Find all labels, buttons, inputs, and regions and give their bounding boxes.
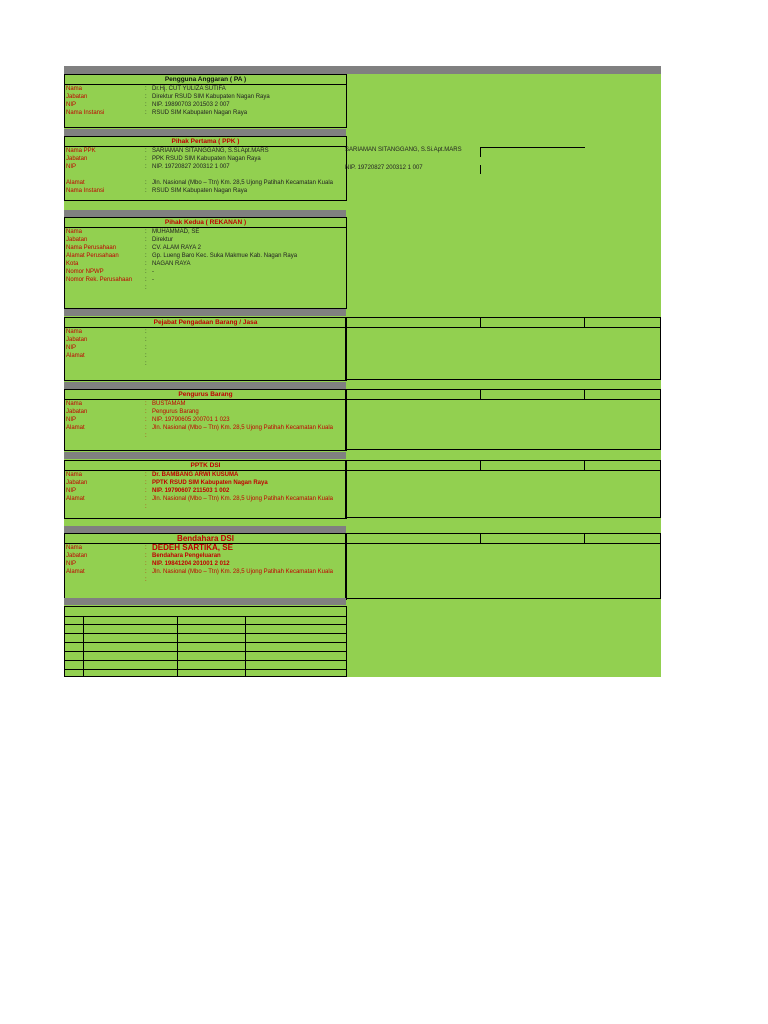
field-row: [65, 268, 346, 276]
section-divider-bar: [64, 309, 346, 316]
ppk-side-name: SARIAMAN SITANGGANG, S.Si.Apt.MARS: [345, 147, 462, 153]
field-label: Jabatan: [66, 553, 88, 559]
field-label: Alamat: [66, 353, 85, 359]
field-colon: :: [145, 353, 147, 359]
field-value: NAGAN RAYA: [152, 261, 191, 267]
field-label: Alamat Perusahaan: [66, 253, 119, 259]
field-colon: :: [145, 409, 147, 415]
field-label: Jabatan: [66, 156, 88, 162]
field-value: NIP. 19890703 201503 2 007: [152, 102, 230, 108]
field-row: [65, 568, 346, 576]
field-row: [65, 487, 346, 495]
section-rows: [65, 228, 346, 292]
field-row: [65, 400, 346, 408]
field-row: [65, 328, 346, 336]
field-row: [65, 576, 346, 584]
field-row: [65, 147, 346, 155]
field-colon: :: [145, 164, 147, 170]
section-pejabat: [64, 317, 347, 381]
field-colon: :: [145, 285, 147, 291]
field-label: NIP: [66, 164, 77, 170]
cell-border: [480, 148, 481, 157]
field-row: [65, 171, 346, 179]
field-colon: :: [145, 561, 147, 567]
field-colon: :: [145, 188, 147, 194]
field-colon: :: [145, 401, 147, 407]
field-value: Gp. Lueng Baro Kec. Suka Makmue Kab. Nagan Raya: [152, 253, 298, 259]
field-colon: :: [145, 425, 147, 431]
field-row: [65, 163, 346, 171]
section-title: PPTK DSI: [65, 461, 346, 471]
field-row: [65, 552, 346, 560]
field-colon: :: [145, 337, 147, 343]
field-colon: :: [145, 94, 147, 100]
field-row: [65, 93, 346, 101]
field-value: PPK RSUD SIM Kabupaten Nagan Raya: [152, 156, 261, 162]
field-row: [65, 479, 346, 487]
field-value: Jln. Nasional (Mbo – Ttn) Km. 28,5 Ujong Patihah Kecamatan Kuala: [152, 569, 333, 575]
field-colon: :: [145, 433, 147, 439]
field-value: Pengurus Barang: [152, 409, 199, 415]
field-label: Jabatan: [66, 337, 88, 343]
field-label: Kota: [66, 261, 79, 267]
field-label: Alamat: [66, 496, 85, 502]
field-label: Nama Instansi: [66, 188, 105, 194]
section-ppk: [64, 136, 347, 201]
field-colon: :: [145, 156, 147, 162]
field-colon: :: [145, 569, 147, 575]
ppk-side-nip: NIP. 19720827 200312 1 007: [345, 165, 423, 171]
field-row: [65, 432, 346, 440]
field-row: [65, 276, 346, 284]
field-colon: :: [145, 102, 147, 108]
section-title: Pejabat Pengadaan Barang / Jasa: [65, 318, 346, 328]
field-colon: :: [145, 229, 147, 235]
field-value: NIP. 19790605 200701 1 023: [152, 417, 230, 423]
section-pptk: [64, 460, 347, 519]
section-divider-bar: [64, 598, 346, 605]
field-label: Jabatan: [66, 94, 88, 100]
field-row: [65, 155, 346, 163]
section-divider-bar: [64, 452, 346, 459]
section-rows: [65, 471, 346, 511]
field-colon: :: [145, 245, 147, 251]
section-divider-bar: [64, 210, 346, 217]
field-value: -: [152, 269, 154, 275]
cell-border: [177, 616, 178, 676]
field-label: NIP: [66, 345, 77, 351]
field-row: [65, 344, 346, 352]
section-rows: [65, 400, 346, 440]
field-value: SARIAMAN SITANGGANG, S.Si.Apt.MARS: [152, 148, 269, 154]
field-label: Nama: [66, 545, 83, 551]
field-row: [65, 101, 346, 109]
field-label: NIP: [66, 417, 77, 423]
right-content-cell: [345, 470, 661, 518]
field-row: [65, 471, 346, 479]
cell-border: [65, 651, 346, 652]
field-row: [65, 187, 346, 195]
section-rows: [65, 328, 346, 368]
field-value: MUHAMMAD, SE: [152, 229, 200, 235]
field-row: [65, 560, 346, 568]
field-value: Direktur: [152, 237, 174, 243]
field-colon: :: [145, 345, 147, 351]
field-value: DEDEH SARTIKA, SE: [152, 543, 233, 552]
field-row: [65, 85, 346, 93]
section-title: Pihak Pertama ( PPK ): [65, 137, 346, 147]
spreadsheet-sheet: [64, 66, 661, 677]
cell-border: [65, 660, 346, 661]
field-label: Nama: [66, 229, 83, 235]
field-value: Jln. Nasional (Mbo – Ttn) Km. 28,5 Ujong Patihah Kecamatan Kuala: [152, 180, 333, 186]
field-value: NIP. 19841204 201001 2 012: [152, 561, 230, 567]
field-colon: :: [145, 417, 147, 423]
section-title: Pengguna Anggaran ( PA ): [65, 75, 346, 85]
field-value: NIP. 19720827 200312 1 007: [152, 164, 230, 170]
section-divider-bar: [64, 382, 346, 389]
field-row: [65, 260, 346, 268]
cell-border: [245, 616, 246, 676]
section-pengurus: [64, 389, 347, 451]
field-label: Alamat: [66, 569, 85, 575]
field-colon: :: [145, 545, 147, 551]
section-rows: [65, 85, 346, 117]
field-colon: :: [145, 180, 147, 186]
field-label: Jabatan: [66, 409, 88, 415]
field-value: RSUD SIM Kabupaten Nagan Raya: [152, 110, 248, 116]
field-colon: :: [145, 577, 147, 583]
field-label: NIP: [66, 561, 77, 567]
section-divider-bar: [64, 526, 346, 533]
field-colon: :: [145, 237, 147, 243]
field-colon: :: [145, 488, 147, 494]
field-row: [65, 495, 346, 503]
field-row: [65, 424, 346, 432]
field-row: [65, 503, 346, 511]
field-label: Nomor NPWP: [66, 269, 104, 275]
section-divider-bar: [64, 129, 346, 136]
field-value: BUSTAMAM: [152, 401, 186, 407]
section-rekanan: [64, 217, 347, 309]
field-colon: :: [145, 361, 147, 367]
field-label: NIP: [66, 102, 77, 108]
field-colon: :: [145, 86, 147, 92]
field-row: [65, 228, 346, 236]
field-colon: :: [145, 110, 147, 116]
field-colon: :: [145, 504, 147, 510]
field-colon: :: [145, 261, 147, 267]
field-colon: :: [145, 553, 147, 559]
field-label: Nama Instansi: [66, 110, 105, 116]
right-content-cell: [345, 399, 661, 450]
section-rows: [65, 544, 346, 584]
right-content-cell: [345, 327, 661, 380]
field-colon: :: [145, 253, 147, 259]
field-colon: :: [145, 480, 147, 486]
field-row: [65, 244, 346, 252]
section-bendahara: [64, 533, 347, 600]
field-colon: :: [145, 329, 147, 335]
section-title: Bendahara DSI: [65, 534, 346, 544]
cell-border: [65, 624, 346, 625]
field-label: Alamat: [66, 425, 85, 431]
cell-border: [65, 642, 346, 643]
field-row: [65, 416, 346, 424]
cell-border: [480, 147, 585, 148]
field-label: Nama: [66, 472, 83, 478]
field-colon: :: [145, 277, 147, 283]
field-row: [65, 352, 346, 360]
section-title: Pihak Kedua ( REKANAN ): [65, 218, 346, 228]
cell-border: [83, 616, 84, 676]
field-colon: :: [145, 269, 147, 275]
right-content-cell: [345, 543, 661, 599]
field-label: NIP: [66, 488, 77, 494]
field-value: Jln. Nasional (Mbo – Ttn) Km. 28,5 Ujong Patihah Kecamatan Kuala: [152, 496, 333, 502]
field-row: [65, 336, 346, 344]
field-row: [65, 360, 346, 368]
field-label: Nama PPK: [66, 148, 96, 154]
cell-border: [65, 633, 346, 634]
field-value: NIP. 19790607 211503 1 002: [152, 488, 230, 494]
field-row: [65, 408, 346, 416]
field-label: Nama: [66, 86, 83, 92]
field-value: -: [152, 277, 154, 283]
section-title: Pengurus Barang: [65, 390, 346, 400]
field-row: [65, 252, 346, 260]
empty-table: [64, 616, 347, 677]
field-value: PPTK RSUD SIM Kabupaten Nagan Raya: [152, 480, 268, 486]
field-value: RSUD SIM Kabupaten Nagan Raya: [152, 188, 248, 194]
field-colon: :: [145, 148, 147, 154]
field-value: Dr.Hj. CUT YULIZA SUTIFA: [152, 86, 226, 92]
field-label: Jabatan: [66, 237, 88, 243]
field-label: Nama Perusahaan: [66, 245, 117, 251]
field-row: [65, 179, 346, 187]
field-value: Jln. Nasional (Mbo – Ttn) Km. 28,5 Ujong Patihah Kecamatan Kuala: [152, 425, 333, 431]
field-colon: :: [145, 472, 147, 478]
field-colon: :: [145, 496, 147, 502]
field-value: Dr. BAMBANG ARWI KUSUMA: [152, 472, 239, 478]
field-label: Jabatan: [66, 480, 88, 486]
cell-border: [480, 165, 481, 174]
section-pa: [64, 74, 347, 128]
field-value: Bendahara Pengeluaran: [152, 553, 221, 559]
field-label: Nomor Rek. Perusahaan: [66, 277, 133, 283]
field-row: [65, 109, 346, 117]
field-label: Alamat: [66, 180, 85, 186]
field-value: CV. ALAM RAYA 2: [152, 245, 201, 251]
field-label: Nama: [66, 329, 83, 335]
top-header-bar: [64, 66, 661, 74]
cell-border: [65, 669, 346, 670]
field-row: [65, 544, 346, 552]
field-row: [65, 236, 346, 244]
field-label: Nama: [66, 401, 83, 407]
section-rows: [65, 147, 346, 195]
field-value: Direktur RSUD SIM Kabupaten Nagan Raya: [152, 94, 270, 100]
field-row: [65, 284, 346, 292]
